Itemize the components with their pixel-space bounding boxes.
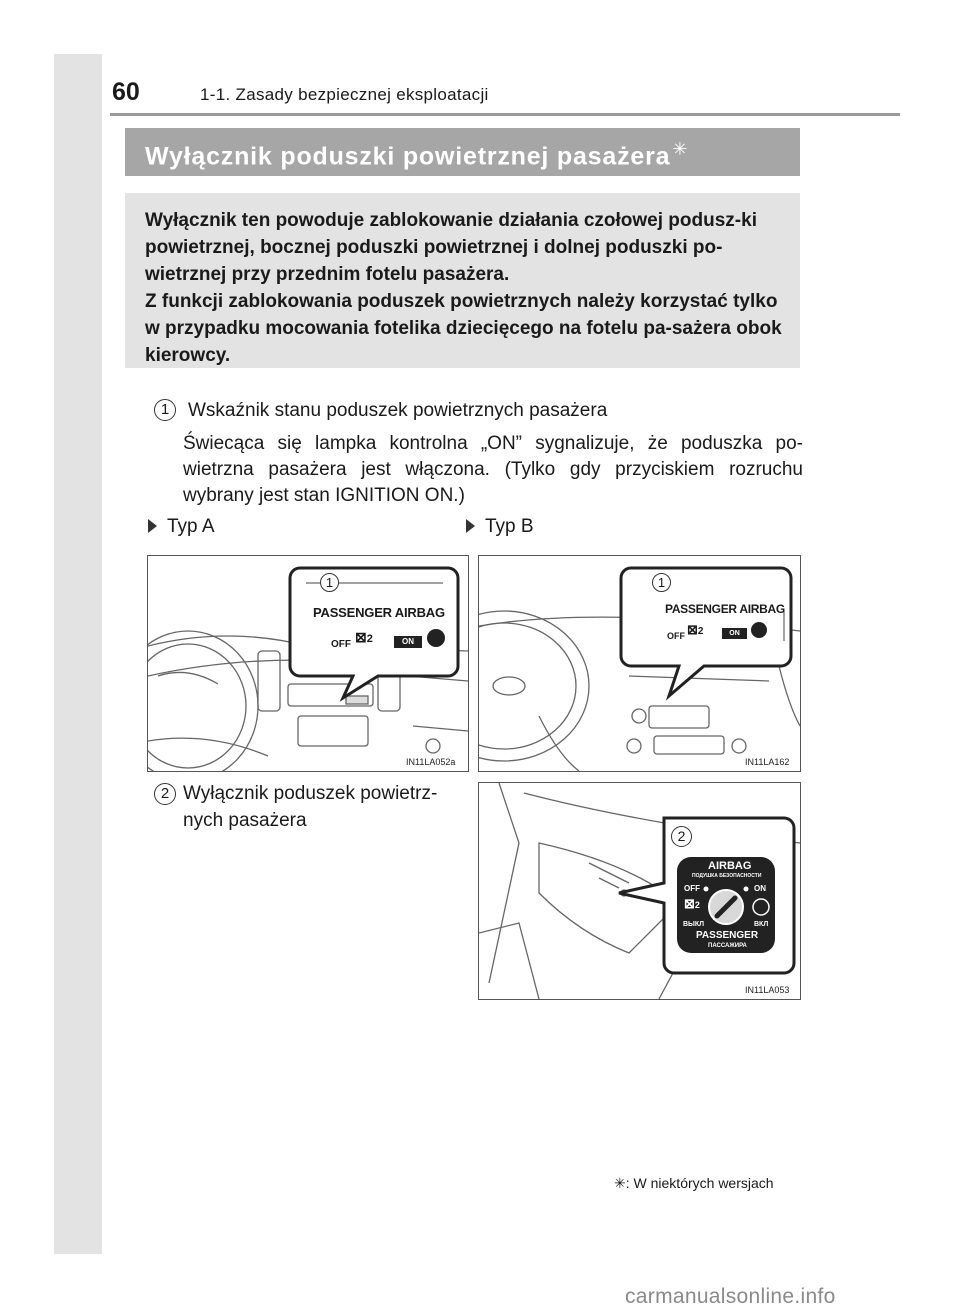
- seat-airbag-off-icon: ⊠2: [355, 629, 373, 645]
- figure-a-on-label: ON: [394, 636, 422, 648]
- figure-type-a-illustration: [148, 556, 468, 771]
- header-rule: [110, 113, 900, 116]
- item-1-description: Świecąca się lampka kontrolna „ON” sygnalizuje, że poduszka po-wietrzna pasażera jest włączona. (Tylko gdy przyciskiem rozruchu wybrany jest stan IGNITION ON.): [183, 433, 803, 506]
- footnote: [614, 1175, 774, 1192]
- item-1-number: 1: [154, 399, 176, 421]
- seat-airbag-off-icon: ⊠2: [687, 622, 704, 637]
- switch-top-label: AIRBAG: [708, 860, 752, 872]
- section-title-band: [125, 128, 800, 176]
- triangle-arrow-icon: [466, 519, 475, 533]
- figure-type-b-illustration: [479, 556, 800, 771]
- figure-b-seat-digit: 2: [697, 626, 704, 637]
- footnote-mark: ✳: [614, 1175, 626, 1191]
- figure-b-off-label: OFF: [667, 631, 685, 641]
- section-title-text: Wyłącznik poduszki powietrznej pasażera: [145, 142, 671, 171]
- type-b-label-text: Typ B: [485, 516, 534, 537]
- figure-a-off-label: OFF: [331, 639, 351, 650]
- figure-switch-callout-number: 2: [671, 826, 692, 847]
- side-tab-bar: [54, 54, 102, 1254]
- figure-a-callout-number: 1: [320, 573, 339, 592]
- figure-a-panel-title: PASSENGER AIRBAG: [313, 605, 445, 620]
- intro-box: [125, 193, 800, 368]
- figure-b-on-label: ON: [722, 628, 747, 639]
- switch-off-label-ru: ВЫКЛ: [683, 921, 705, 928]
- type-a-label: [148, 516, 215, 538]
- watermark: carmanualsonline.info: [625, 1285, 836, 1308]
- figure-b-callout-number: 1: [652, 573, 671, 592]
- figure-a-code: IN11LA052a: [406, 757, 456, 767]
- switch-on-label-ru: ВКЛ: [754, 921, 769, 928]
- figure-b-code: IN11LA162: [745, 757, 790, 767]
- switch-bottom-label-ru: ПАССАЖИРА: [708, 943, 747, 949]
- section-title: [145, 139, 688, 171]
- figure-b-panel-title: PASSENGER AIRBAG: [665, 602, 785, 616]
- switch-bottom-label: PASSENGER: [696, 930, 759, 941]
- type-a-label-text: Typ A: [167, 516, 215, 537]
- intro-paragraph-2: Z funkcji zablokowania poduszek powietrznych należy korzystać tylko w przypadku mocowania fotelika dziecięcego na fotelu pa-sażera obok kierowcy.: [145, 291, 782, 366]
- type-b-label: [466, 516, 534, 538]
- section-title-mark: ✳: [672, 139, 689, 159]
- item-2-title: Wyłącznik poduszek powietrz-nych pasażera: [183, 783, 438, 831]
- airbag-on-indicator-icon: [751, 622, 767, 638]
- seat-airbag-off-icon: ⊠2: [684, 896, 700, 911]
- footnote-text: : W niektórych wersjach: [625, 1175, 774, 1191]
- intro-text: [145, 207, 785, 369]
- switch-off-label: OFF: [684, 884, 700, 893]
- item-1-title: Wskaźnik stanu poduszek powietrznych pasażera: [188, 400, 608, 421]
- figure-switch-illustration: [479, 783, 800, 999]
- switch-top-label-ru: ПОДУШКА БЕЗОПАСНОСТИ: [692, 873, 762, 879]
- figure-airbag-switch: [478, 782, 801, 1000]
- item-2-number: 2: [154, 783, 176, 805]
- figure-type-b: [478, 555, 801, 772]
- switch-on-label: ON: [754, 884, 766, 893]
- triangle-arrow-icon: [148, 519, 157, 533]
- switch-seat-digit: 2: [694, 900, 700, 910]
- airbag-on-indicator-icon: [427, 629, 445, 647]
- figure-switch-code: IN11LA053: [745, 985, 790, 995]
- figure-a-seat-digit: 2: [366, 633, 373, 645]
- page-number: 60: [112, 78, 140, 106]
- running-head: 1-1. Zasady bezpiecznej eksploatacji: [200, 85, 489, 104]
- figure-type-a: [147, 555, 469, 772]
- intro-paragraph-1: Wyłącznik ten powoduje zablokowanie działania czołowej podusz-ki powietrznej, bocznej poduszki powietrznej i dolnej poduszki po-wietrznej przy przednim fotelu pasażera.: [145, 210, 757, 285]
